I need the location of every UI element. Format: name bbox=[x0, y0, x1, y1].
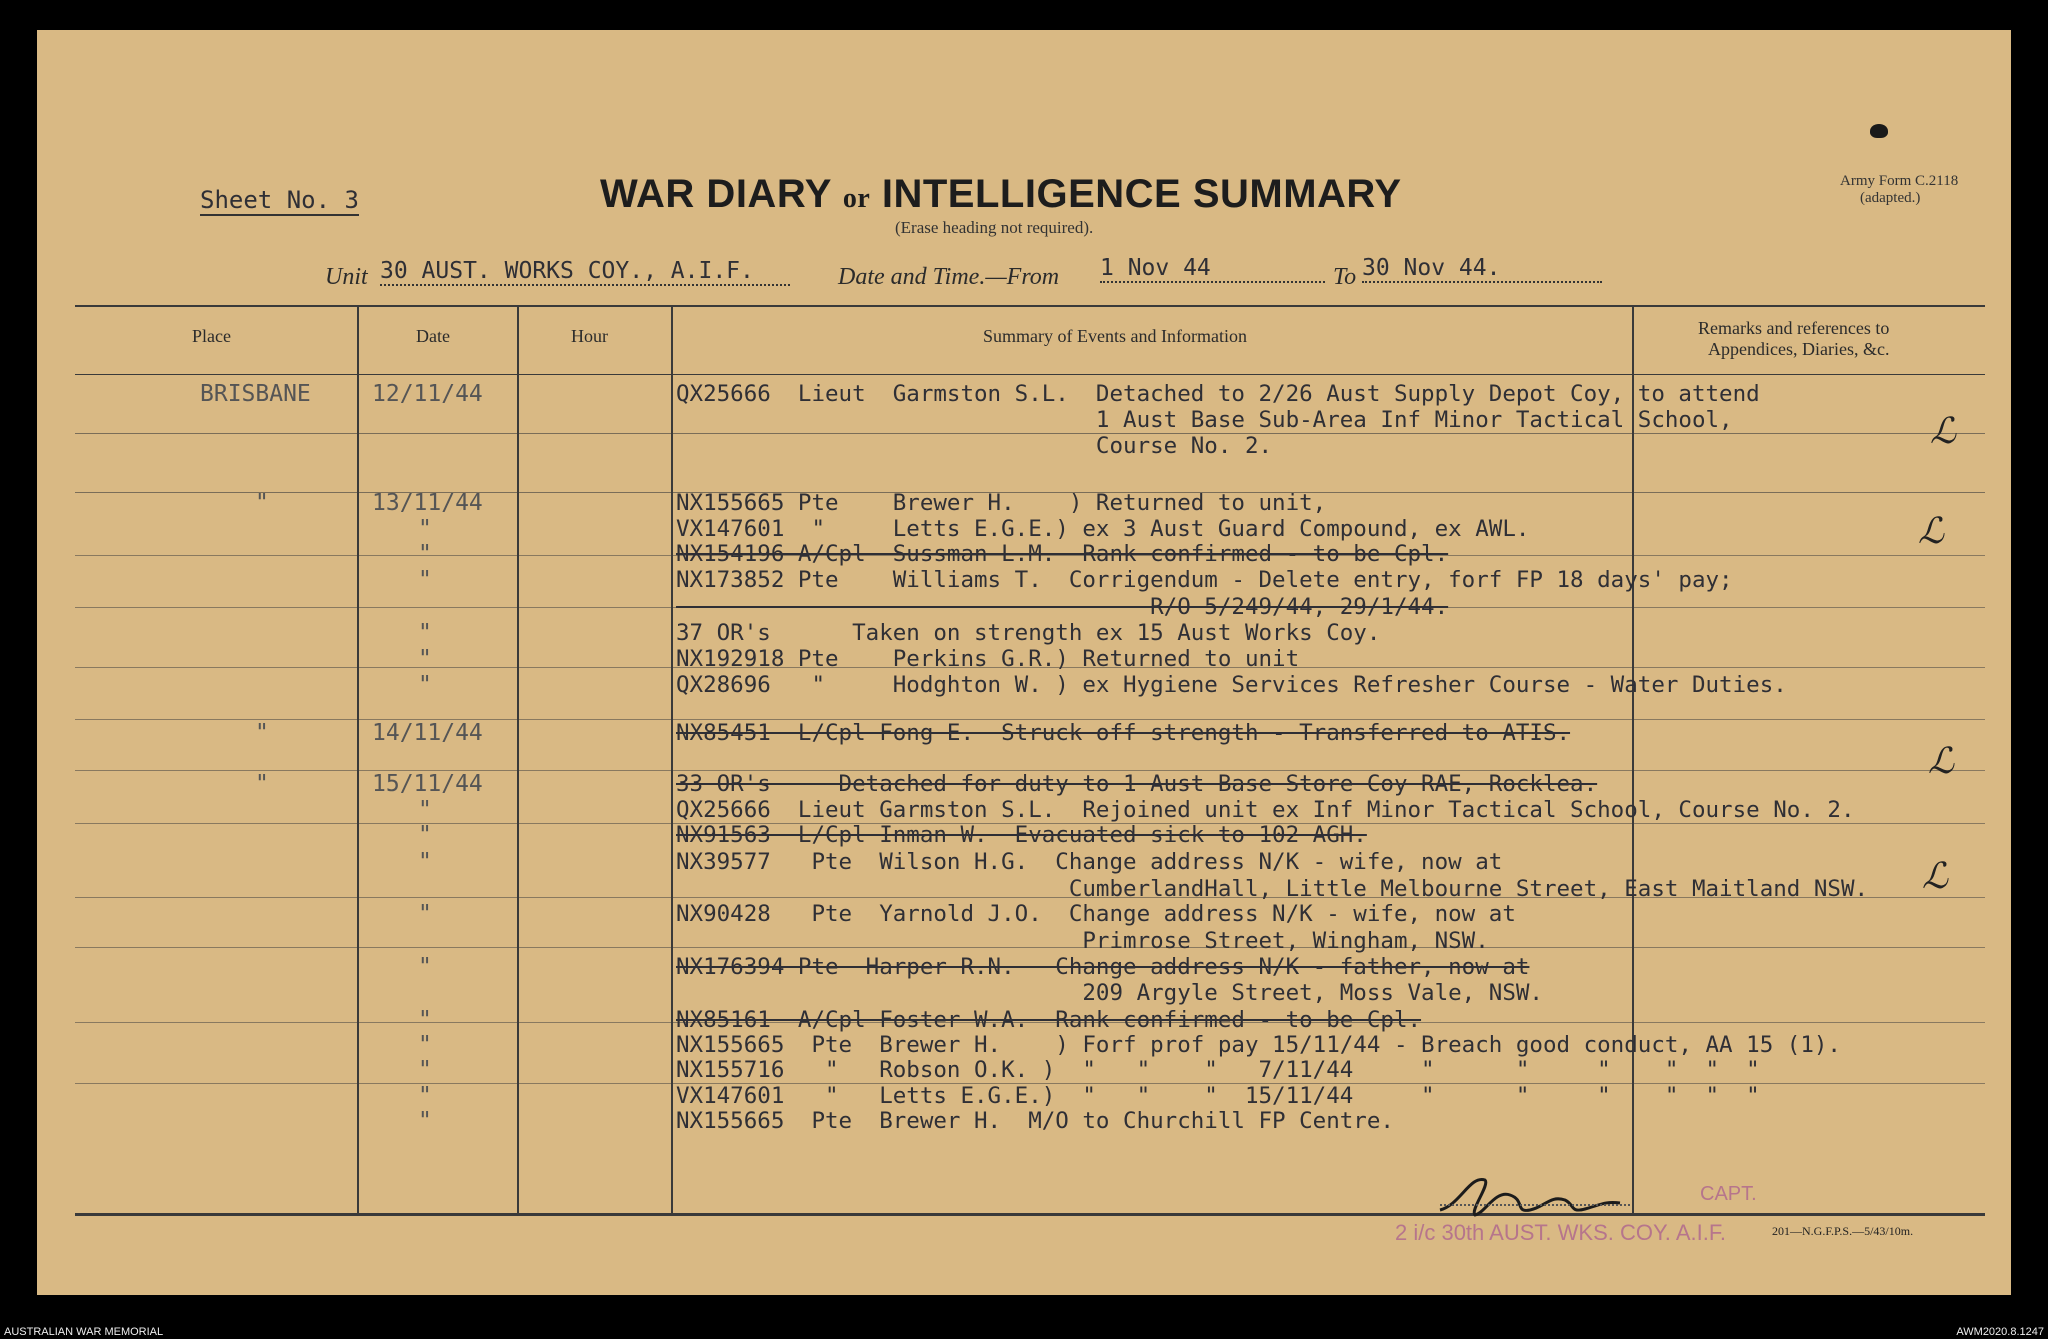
column-header-remarks-2: Appendices, Diaries, &c. bbox=[1708, 339, 1890, 359]
entry-place: " bbox=[255, 771, 269, 797]
entry-date: " bbox=[418, 1057, 432, 1083]
title-part2: INTELLIGENCE SUMMARY bbox=[881, 172, 1402, 216]
entry-date: " bbox=[418, 849, 432, 875]
entry-text: Course No. 2. bbox=[676, 433, 1273, 459]
title-part1: WAR DIARY bbox=[600, 172, 832, 216]
unit-value: 30 AUST. WORKS COY., A.I.F. bbox=[380, 258, 790, 286]
entry-text: NX155665 Pte Brewer H. M/O to Churchill FP Centre. bbox=[676, 1108, 1394, 1134]
date-from: 1 Nov 44 bbox=[1100, 255, 1325, 283]
unit-label: Unit bbox=[325, 264, 368, 290]
punch-hole bbox=[1870, 124, 1888, 138]
army-form-line1: Army Form C.2118 bbox=[1840, 173, 1959, 189]
entry-text: VX147601 " Letts E.G.E.) " " " 15/11/44 " " " " " " bbox=[676, 1083, 1760, 1109]
army-form-line2: (adapted.) bbox=[1860, 190, 1921, 206]
rank-stamp: CAPT. bbox=[1700, 1183, 1757, 1205]
entry-date: 13/11/44 bbox=[372, 490, 483, 516]
entry-text: CumberlandHall, Little Melbourne Street, East Maitland NSW. bbox=[676, 876, 1869, 902]
column-header-hour: Hour bbox=[571, 326, 608, 346]
entry-text: R/O 5/249/44, 29/1/44. bbox=[676, 594, 1449, 620]
entry-date: 15/11/44 bbox=[372, 771, 483, 797]
footer-reference: AWM2020.8.1247 bbox=[1956, 1326, 2044, 1338]
sheet-number: Sheet No. 3 bbox=[200, 186, 359, 214]
divider-hour bbox=[671, 305, 673, 1215]
date-label: Date and Time.—From bbox=[838, 264, 1060, 290]
entry-place: " bbox=[255, 490, 269, 516]
entry-date: " bbox=[418, 1032, 432, 1058]
entry-date: " bbox=[418, 567, 432, 593]
signature bbox=[1430, 1165, 1630, 1225]
entry-text: NX155665 Pte Brewer H. ) Forf prof pay 15/11/44 - Breach good conduct, AA 15 (1). bbox=[676, 1032, 1841, 1058]
entry-date: " bbox=[418, 1083, 432, 1109]
entry-text: NX155716 " Robson O.K. ) " " " 7/11/44 " " " " " " bbox=[676, 1057, 1760, 1083]
entry-place: " bbox=[255, 720, 269, 746]
entry-date: " bbox=[418, 620, 432, 646]
entry-text: 209 Argyle Street, Moss Vale, NSW. bbox=[676, 980, 1543, 1006]
column-header-place: Place bbox=[192, 326, 231, 346]
column-header-date: Date bbox=[416, 326, 450, 346]
table-bottom-border bbox=[75, 1213, 1985, 1216]
initial-mark: ℒ bbox=[1930, 411, 1956, 451]
entry-date: " bbox=[418, 822, 432, 848]
entry-date: " bbox=[418, 1108, 432, 1134]
entry-date: " bbox=[418, 672, 432, 698]
entry-text: 1 Aust Base Sub-Area Inf Minor Tactical School, bbox=[676, 407, 1733, 433]
entry-text: NX192918 Pte Perkins G.R.) Returned to unit bbox=[676, 646, 1300, 672]
entry-text: NX91563 L/Cpl Inman W. Evacuated sick to 102 AGH. bbox=[676, 822, 1367, 848]
column-header-remarks: Remarks and references to bbox=[1698, 318, 1890, 338]
divider-place bbox=[357, 305, 359, 1215]
to-label: To bbox=[1333, 264, 1357, 290]
print-code: 201—N.G.F.P.S.—5/43/10m. bbox=[1772, 1224, 1914, 1238]
entry-date: 12/11/44 bbox=[372, 381, 483, 407]
divider-date bbox=[517, 305, 519, 1215]
entry-date: " bbox=[418, 797, 432, 823]
entry-text: NX85161 A/Cpl Foster W.A. Rank confirmed - to be Cpl. bbox=[676, 1007, 1422, 1033]
initial-mark: ℒ bbox=[1918, 511, 1944, 551]
initial-mark: ℒ bbox=[1928, 741, 1954, 781]
entry-text: 37 OR's Taken on strength ex 15 Aust Works Coy. bbox=[676, 620, 1381, 646]
title-or: or bbox=[842, 183, 871, 214]
entry-place: BRISBANE bbox=[200, 381, 311, 407]
initial-mark: ℒ bbox=[1922, 856, 1948, 896]
entry-date: " bbox=[418, 516, 432, 542]
entry-date: " bbox=[418, 954, 432, 980]
entry-text: Primrose Street, Wingham, NSW. bbox=[676, 928, 1489, 954]
entry-date: " bbox=[418, 646, 432, 672]
page-title bbox=[600, 172, 1402, 217]
entry-text: NX85451 L/Cpl Fong E. Struck off strength - Transferred to ATIS. bbox=[676, 720, 1571, 746]
entry-date: 14/11/44 bbox=[372, 720, 483, 746]
column-header-summary: Summary of Events and Information bbox=[983, 326, 1247, 346]
entry-text: NX90428 Pte Yarnold J.O. Change address N/K - wife, now at bbox=[676, 901, 1516, 927]
signature-line bbox=[1440, 1204, 1630, 1206]
entry-text: NX39577 Pte Wilson H.G. Change address N/K - wife, now at bbox=[676, 849, 1503, 875]
entry-text: NX154196 A/Cpl Sussman L.M. Rank confirmed - to be Cpl. bbox=[676, 541, 1449, 567]
entry-text: NX173852 Pte Williams T. Corrigendum - Delete entry, forf FP 18 days' pay; bbox=[676, 567, 1733, 593]
entry-text: QX25666 Lieut Garmston S.L. Rejoined unit ex Inf Minor Tactical School, Course No. 2. bbox=[676, 797, 1855, 823]
entry-date: " bbox=[418, 901, 432, 927]
unit-stamp: 2 i/c 30th AUST. WKS. COY. A.I.F. bbox=[1395, 1220, 1726, 1245]
entry-date: " bbox=[418, 541, 432, 567]
entry-text: 33 OR's Detached for duty to 1 Aust Base Store Coy RAE, Rocklea. bbox=[676, 771, 1598, 797]
entry-text: VX147601 " Letts E.G.E.) ex 3 Aust Guard Compound, ex AWL. bbox=[676, 516, 1530, 542]
header-bottom-border bbox=[75, 374, 1985, 375]
table-top-border bbox=[75, 305, 1985, 307]
footer-source: AUSTRALIAN WAR MEMORIAL bbox=[4, 1326, 164, 1338]
subtitle: (Erase heading not required). bbox=[895, 218, 1094, 237]
entry-text: NX176394 Pte Harper R.N. Change address N/K - father, now at bbox=[676, 954, 1530, 980]
date-to: 30 Nov 44. bbox=[1362, 255, 1602, 283]
entry-date: " bbox=[418, 1007, 432, 1033]
entry-text: QX25666 Lieut Garmston S.L. Detached to 2/26 Aust Supply Depot Coy, to attend bbox=[676, 381, 1760, 407]
entry-text: NX155665 Pte Brewer H. ) Returned to unit, bbox=[676, 490, 1327, 516]
entry-text: QX28696 " Hodghton W. ) ex Hygiene Services Refresher Course - Water Duties. bbox=[676, 672, 1787, 698]
